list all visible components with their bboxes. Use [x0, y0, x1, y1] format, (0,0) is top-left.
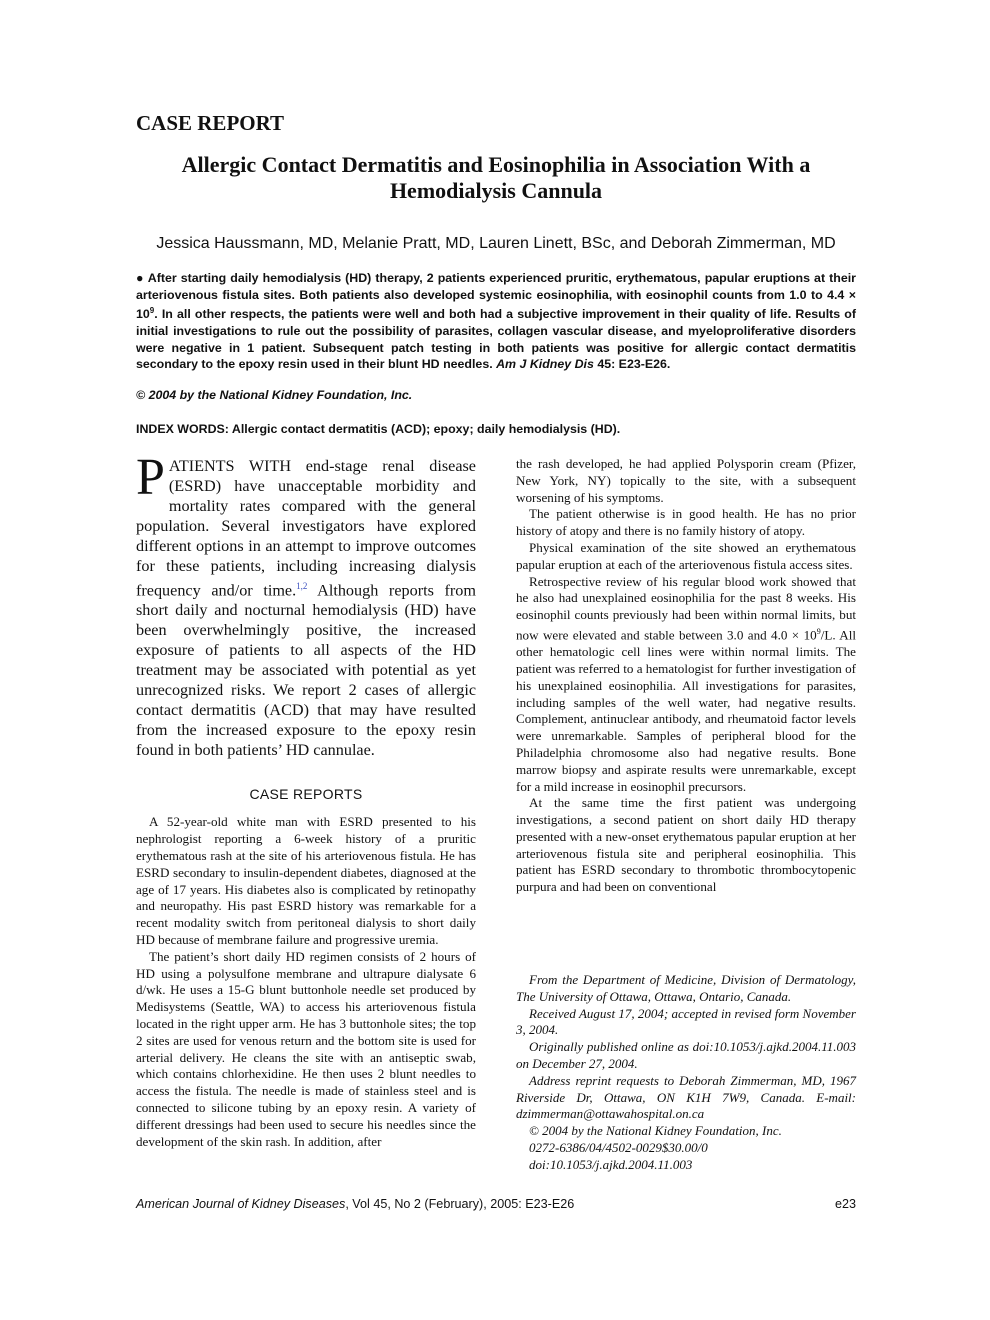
page-number: e23 [834, 1197, 856, 1211]
abstract-text-2: . In all other respects, the patients were well and both had a subjective improvement in their quality of life. Results of initial investigations to rule out the possibility of parasites, collagen vascular disease, and myeloproliferative disorders were negative in 1 patient. Subsequent patch testing in both patients was positive for allergic contact dermatitis secondary to the epoxy resin used in their blunt HD needles. [136, 307, 856, 372]
case-paragraph-4: The patient otherwise is in good health. He has no prior history of atopy and there is no family history of atopy. [516, 506, 856, 539]
footnotes [516, 972, 856, 1174]
intro-text-b: Although reports from short daily and nocturnal hemodialysis (HD) have been overwhelmingly positive, the increased exposure of patients to all aspects of the HD treatment may be associated with potential as yet unrecognized risks. We report 2 cases of allergic contact dermatitis (ACD) that may have resulted from the increased exposure to the epoxy resin found in both patients’ HD cannulae. [136, 581, 476, 760]
footnote-online: Originally published online as doi:10.1053/j.ajkd.2004.11.003 on December 27, 2004. [516, 1039, 856, 1071]
author-list: Jessica Haussmann, MD, Melanie Pratt, MD, Lauren Linett, BSc, and Deborah Zimmerman, MD [156, 235, 836, 252]
abstract-text-1: After starting daily hemodialysis (HD) therapy, 2 patients experienced pruritic, erythematous, papular eruptions at their arteriovenous fistula sites. Both patients also developed systemic eosinophilia, with eosinophil counts from 1.0 to 4.4 × 10 [136, 271, 856, 322]
footnote-issn: 0272-6386/04/4502-0029$30.00/0 [529, 1139, 708, 1155]
case-paragraph-2: The patient’s short daily HD regimen consists of 2 hours of HD using a polysulfone membrane and ultrapure dialysate 6 d/wk. He uses a 15-G blunt buttonhole needle set produced by Medisystems (Seattle, WA) to access his arteriovenous fistula located in the right upper arm. He has 3 buttonhole sites; the top 2 sites are used for venous return and the bottom site is used for arterial delivery. He cleans the site with an antiseptic swab, which contains chlorhexidine. He then uses 2 blunt needles to access the fistula. The needle is made of stainless steel and is connected to silicone tubing by an epoxy resin. A variety of different dressings had been used to secure his needles since the development of the skin rash. In addition, after [136, 948, 476, 1149]
case-paragraph-6b: /L. All other hematologic cell lines were within normal limits. The patient was referred to a hematologist for further investigation of his unexplained eosinophilia. All investigations for parasites, including samples of the well water, had negative results. Complement, antinuclear antibody, and rheumatoid factor levels were unremarkable. Samples of peripheral blood for the Philadelphia chromosome also had negative results. Bone marrow biopsy and aspirate results were unremarkable, except for a mild increase in eosinophil precursors. [516, 627, 856, 794]
footnote-reprint: Address reprint requests to Deborah Zimmerman, MD, 1967 Riverside Dr, Ottawa, ON K1H 7W9, Canada. E-mail: dzimmerman@ottawahospital.on.ca [516, 1072, 856, 1122]
reference-link[interactable]: 1,2 [296, 581, 308, 591]
footnote-affiliation: From the Department of Medicine, Division of Dermatology, The University of Ottawa, Ottawa, Ontario, Canada. [516, 972, 856, 1004]
section-label: CASE REPORT [136, 111, 285, 135]
case-paragraph-7: At the same time the first patient was undergoing investigations, a second patient on short daily HD therapy presented with a new-onset erythematous papular eruption at her arteriovenous fistula site and peripheral eosinophilia. This patient has ESRD secondary to thrombotic thrombocytopenic purpura and had been on conventional [516, 795, 856, 895]
abstract-citation-journal: Am J Kidney Dis [496, 357, 594, 372]
footnote-copyright: © 2004 by the National Kidney Foundation, Inc. [529, 1123, 782, 1139]
footnote-doi: doi:10.1053/j.ajkd.2004.11.003 [529, 1156, 693, 1172]
bullet-icon: ● [136, 271, 145, 285]
journal-name: American Journal of Kidney Diseases [136, 1197, 346, 1211]
case-paragraph-6-exponent: 9 [816, 626, 821, 636]
section-heading-case-reports: CASE REPORTS [249, 786, 363, 803]
article-title: Allergic Contact Dermatitis and Eosinophilia in Association With a Hemodialysis Cannula [181, 152, 811, 203]
abstract-copyright: © 2004 by the National Kidney Foundation, Inc. [136, 388, 413, 402]
intro-text-a: ATIENTS WITH end-stage renal disease (ESRD) have unacceptable morbidity and mortality rates compared with the general population. Several investigators have explored different options in an attempt to improve outcomes for these patients, including increasing dialysis frequency and/or time. [136, 457, 476, 600]
footnote-received: Received August 17, 2004; accepted in revised form November 3, 2004. [516, 1005, 856, 1038]
abstract-citation-rest: 45: E23-E26. [593, 357, 671, 372]
case-paragraph-6 [516, 574, 856, 796]
journal-footer [136, 1197, 574, 1211]
case-paragraph-1: A 52-year-old white man with ESRD presented to his nephrologist reporting a 6-week history of a pruritic erythematous rash at the site of his arteriovenous fistula. He has ESRD secondary to insulin-dependent diabetes, diagnosed at the age of 17 years. His diabetes also is complicated by retinopathy and neuropathy. His past ESRD history was remarkable for a recent modality switch from peritoneal dialysis to short daily HD because of membrane failure and progressive uremia. [136, 814, 476, 947]
index-words: INDEX WORDS: Allergic contact dermatitis (ACD); epoxy; daily hemodialysis (HD). [136, 422, 621, 436]
journal-issue: , Vol 45, No 2 (February), 2005: E23-E26 [345, 1197, 575, 1211]
intro-paragraph [136, 449, 476, 760]
drop-cap: P [136, 449, 165, 506]
abstract [136, 270, 856, 373]
case-paragraph-3: the rash developed, he had applied Polysporin cream (Pfizer, New York, NY) topically to the site, with a subsequent worsening of his symptoms. [516, 456, 856, 505]
case-paragraph-6a: Retrospective review of his regular blood work showed that he also had unexplained eosinophilia for the past 8 weeks. His eosinophil counts previously had been within normal limits, but now were elevated and stable between 3.0 and 4.0 × 10 [516, 573, 856, 643]
case-paragraph-5: Physical examination of the site showed an erythematous papular eruption at each of the arteriovenous fistula access sites. [516, 539, 856, 572]
right-column [516, 456, 856, 896]
abstract-exponent: 9 [149, 306, 155, 316]
left-column [136, 449, 476, 1150]
